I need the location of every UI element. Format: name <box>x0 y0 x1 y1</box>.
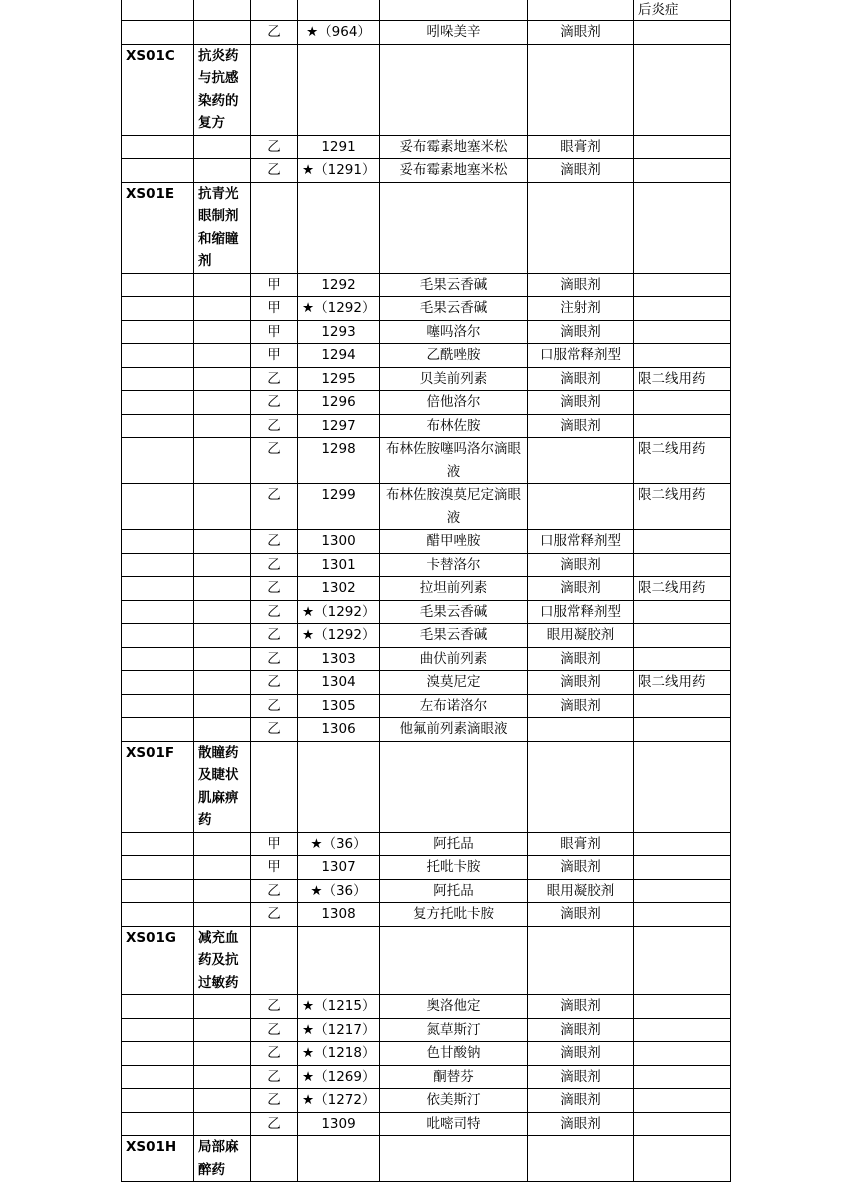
table-row <box>122 273 731 297</box>
table-row <box>122 600 731 624</box>
dosage-form: 滴眼剂 <box>528 903 634 927</box>
dosage-form <box>528 484 634 530</box>
empty-cell <box>194 414 251 438</box>
empty-cell <box>194 21 251 45</box>
drug-number: 1292 <box>298 273 380 297</box>
drug-number: ★（1217） <box>298 1018 380 1042</box>
dosage-form: 滴眼剂 <box>528 21 634 45</box>
drug-number: 1302 <box>298 577 380 601</box>
empty-cell <box>122 135 194 159</box>
empty-cell <box>194 832 251 856</box>
drug-name: 布林佐胺噻吗洛尔滴眼液 <box>380 438 528 484</box>
table-row <box>122 1112 731 1136</box>
dosage-form: 眼用凝胶剂 <box>528 624 634 648</box>
empty-cell <box>122 530 194 554</box>
empty-cell <box>122 484 194 530</box>
empty-cell <box>194 718 251 742</box>
empty-cell <box>194 553 251 577</box>
drug-class: 甲 <box>251 832 298 856</box>
table-row <box>122 718 731 742</box>
drug-table-body <box>122 0 731 1182</box>
table-row <box>122 1089 731 1113</box>
drug-name: 吡嘧司特 <box>380 1112 528 1136</box>
empty-cell <box>194 903 251 927</box>
empty-cell <box>194 995 251 1019</box>
note-cell <box>634 135 731 159</box>
note-cell <box>634 694 731 718</box>
note-cell <box>634 344 731 368</box>
drug-class: 乙 <box>251 135 298 159</box>
empty-cell <box>298 182 380 273</box>
empty-cell <box>194 694 251 718</box>
table-row <box>122 414 731 438</box>
empty-cell <box>298 44 380 135</box>
drug-name: 毛果云香碱 <box>380 273 528 297</box>
drug-name: 毛果云香碱 <box>380 600 528 624</box>
drug-number: ★（36） <box>298 879 380 903</box>
drug-name: 卡替洛尔 <box>380 553 528 577</box>
drug-name: 布林佐胺 <box>380 414 528 438</box>
empty-cell <box>298 1136 380 1182</box>
drug-class: 乙 <box>251 879 298 903</box>
empty-cell <box>194 624 251 648</box>
table-row <box>122 1065 731 1089</box>
drug-name: 酮替芬 <box>380 1065 528 1089</box>
table-row <box>122 694 731 718</box>
table-row <box>122 530 731 554</box>
category-code: XS01G <box>122 926 194 995</box>
note-cell <box>634 832 731 856</box>
drug-class: 乙 <box>251 21 298 45</box>
drug-number: 1303 <box>298 647 380 671</box>
note-cell <box>634 647 731 671</box>
empty-cell <box>194 1065 251 1089</box>
empty-cell <box>122 671 194 695</box>
drug-class: 乙 <box>251 903 298 927</box>
note-cell: 限二线用药 <box>634 367 731 391</box>
drug-class: 乙 <box>251 530 298 554</box>
table-row <box>122 135 731 159</box>
drug-table <box>121 0 731 1182</box>
empty-cell <box>251 741 298 832</box>
dosage-form: 滴眼剂 <box>528 367 634 391</box>
drug-number: 1293 <box>298 320 380 344</box>
drug-class: 乙 <box>251 367 298 391</box>
drug-class: 乙 <box>251 995 298 1019</box>
drug-number: 1296 <box>298 391 380 415</box>
drug-class: 乙 <box>251 600 298 624</box>
drug-name: 布林佐胺溴莫尼定滴眼液 <box>380 484 528 530</box>
dosage-form <box>528 438 634 484</box>
dosage-form: 眼用凝胶剂 <box>528 879 634 903</box>
category-code: XS01H <box>122 1136 194 1182</box>
empty-cell <box>122 414 194 438</box>
note-cell <box>634 391 731 415</box>
drug-number: ★（36） <box>298 832 380 856</box>
drug-name: 毛果云香碱 <box>380 297 528 321</box>
table-row <box>122 297 731 321</box>
table-row <box>122 0 731 21</box>
empty-cell <box>380 926 528 995</box>
category-name: 局部麻醉药 <box>194 1136 251 1182</box>
drug-name: 溴莫尼定 <box>380 671 528 695</box>
dosage-form: 口服常释剂型 <box>528 344 634 368</box>
empty-cell <box>122 856 194 880</box>
drug-number: 1294 <box>298 344 380 368</box>
table-row <box>122 671 731 695</box>
empty-cell <box>194 159 251 183</box>
empty-cell <box>122 1065 194 1089</box>
empty-cell <box>194 577 251 601</box>
category-row <box>122 182 731 273</box>
drug-class: 乙 <box>251 577 298 601</box>
drug-class: 乙 <box>251 1065 298 1089</box>
empty-cell <box>122 647 194 671</box>
dosage-form: 滴眼剂 <box>528 320 634 344</box>
note-cell <box>634 1042 731 1066</box>
table-row <box>122 391 731 415</box>
empty-cell <box>194 438 251 484</box>
drug-class: 乙 <box>251 438 298 484</box>
drug-name: 乙酰唑胺 <box>380 344 528 368</box>
drug-number: 1305 <box>298 694 380 718</box>
note-cell <box>634 856 731 880</box>
drug-number: 1304 <box>298 671 380 695</box>
drug-name: 色甘酸钠 <box>380 1042 528 1066</box>
empty-cell <box>194 484 251 530</box>
drug-name: 他氟前列素滴眼液 <box>380 718 528 742</box>
empty-cell <box>528 926 634 995</box>
drug-class: 甲 <box>251 273 298 297</box>
dosage-form: 滴眼剂 <box>528 856 634 880</box>
note-cell <box>634 903 731 927</box>
drug-class: 甲 <box>251 856 298 880</box>
table-row <box>122 832 731 856</box>
empty-cell <box>122 159 194 183</box>
note-cell <box>634 1018 731 1042</box>
empty-cell <box>528 182 634 273</box>
empty-cell <box>194 1018 251 1042</box>
drug-class: 乙 <box>251 1042 298 1066</box>
empty-cell <box>122 903 194 927</box>
drug-class: 甲 <box>251 320 298 344</box>
drug-number: 1301 <box>298 553 380 577</box>
drug-class: 乙 <box>251 553 298 577</box>
dosage-form: 滴眼剂 <box>528 1065 634 1089</box>
drug-number: 1298 <box>298 438 380 484</box>
dosage-form: 滴眼剂 <box>528 159 634 183</box>
note-cell <box>634 995 731 1019</box>
empty-cell <box>380 1136 528 1182</box>
drug-class: 乙 <box>251 414 298 438</box>
empty-cell <box>122 718 194 742</box>
dosage-form: 口服常释剂型 <box>528 530 634 554</box>
drug-number: ★（1218） <box>298 1042 380 1066</box>
dosage-form: 注射剂 <box>528 297 634 321</box>
category-name: 抗青光眼制剂和缩瞳剂 <box>194 182 251 273</box>
note-cell <box>634 879 731 903</box>
drug-name: 妥布霉素地塞米松 <box>380 159 528 183</box>
empty-cell <box>194 1089 251 1113</box>
drug-number: ★（1291） <box>298 159 380 183</box>
category-row <box>122 926 731 995</box>
note-cell <box>634 553 731 577</box>
dosage-form: 滴眼剂 <box>528 391 634 415</box>
empty-cell <box>122 694 194 718</box>
empty-cell <box>251 44 298 135</box>
drug-number: 1307 <box>298 856 380 880</box>
drug-class: 乙 <box>251 671 298 695</box>
note-cell <box>634 1112 731 1136</box>
empty-cell <box>194 530 251 554</box>
dosage-form: 滴眼剂 <box>528 1018 634 1042</box>
category-code: XS01F <box>122 741 194 832</box>
drug-number: ★（1292） <box>298 624 380 648</box>
note-cell: 后炎症 <box>634 0 731 21</box>
drug-name: 醋甲唑胺 <box>380 530 528 554</box>
empty-cell <box>380 182 528 273</box>
empty-cell <box>122 832 194 856</box>
drug-class: 乙 <box>251 647 298 671</box>
drug-number: 1306 <box>298 718 380 742</box>
empty-cell <box>194 273 251 297</box>
category-code: XS01C <box>122 44 194 135</box>
empty-cell <box>528 44 634 135</box>
drug-name: 曲伏前列素 <box>380 647 528 671</box>
drug-number: ★（1292） <box>298 600 380 624</box>
empty-cell <box>122 21 194 45</box>
note-cell <box>634 320 731 344</box>
empty-cell <box>122 1042 194 1066</box>
drug-number: 1291 <box>298 135 380 159</box>
empty-cell <box>194 297 251 321</box>
drug-number: 1308 <box>298 903 380 927</box>
drug-class: 乙 <box>251 484 298 530</box>
drug-class: 乙 <box>251 1018 298 1042</box>
note-cell: 限二线用药 <box>634 577 731 601</box>
drug-name: 贝美前列素 <box>380 367 528 391</box>
empty-cell <box>122 297 194 321</box>
dosage-form: 滴眼剂 <box>528 273 634 297</box>
drug-name: 依美斯汀 <box>380 1089 528 1113</box>
empty-cell <box>634 741 731 832</box>
drug-name: 阿托品 <box>380 832 528 856</box>
table-row <box>122 159 731 183</box>
empty-cell <box>194 344 251 368</box>
empty-cell <box>251 1136 298 1182</box>
empty-cell <box>194 135 251 159</box>
table-row <box>122 624 731 648</box>
table-row <box>122 344 731 368</box>
empty-cell <box>122 553 194 577</box>
empty-cell <box>122 600 194 624</box>
dosage-form <box>528 718 634 742</box>
empty-cell <box>194 391 251 415</box>
drug-class: 乙 <box>251 624 298 648</box>
empty-cell <box>528 1136 634 1182</box>
drug-number: 1300 <box>298 530 380 554</box>
empty-cell <box>194 1042 251 1066</box>
note-cell: 限二线用药 <box>634 671 731 695</box>
empty-cell <box>298 741 380 832</box>
empty-cell <box>122 367 194 391</box>
table-row <box>122 484 731 530</box>
drug-name: 奥洛他定 <box>380 995 528 1019</box>
drug-name: 毛果云香碱 <box>380 624 528 648</box>
drug-class: 乙 <box>251 391 298 415</box>
note-cell: 限二线用药 <box>634 438 731 484</box>
drug-class: 乙 <box>251 1089 298 1113</box>
empty-cell <box>122 1089 194 1113</box>
dosage-form: 滴眼剂 <box>528 671 634 695</box>
note-cell: 限二线用药 <box>634 484 731 530</box>
note-cell <box>634 718 731 742</box>
empty-cell <box>380 44 528 135</box>
note-cell <box>634 530 731 554</box>
drug-number: ★（1269） <box>298 1065 380 1089</box>
table-row <box>122 367 731 391</box>
empty-cell <box>122 1112 194 1136</box>
note-cell <box>634 21 731 45</box>
table-row <box>122 879 731 903</box>
table-row <box>122 553 731 577</box>
category-name: 抗炎药与抗感染药的复方 <box>194 44 251 135</box>
table-row <box>122 320 731 344</box>
table-row <box>122 1042 731 1066</box>
empty-cell <box>122 1018 194 1042</box>
dosage-form: 滴眼剂 <box>528 1112 634 1136</box>
drug-name: 阿托品 <box>380 879 528 903</box>
empty-cell <box>528 741 634 832</box>
drug-name: 倍他洛尔 <box>380 391 528 415</box>
note-cell <box>634 1089 731 1113</box>
drug-name: 拉坦前列素 <box>380 577 528 601</box>
dosage-form: 滴眼剂 <box>528 553 634 577</box>
drug-number: ★（1272） <box>298 1089 380 1113</box>
empty-cell <box>194 1112 251 1136</box>
empty-cell <box>122 391 194 415</box>
category-row <box>122 1136 731 1182</box>
empty-cell <box>380 741 528 832</box>
empty-cell <box>122 320 194 344</box>
empty-cell <box>634 926 731 995</box>
drug-name: 复方托吡卡胺 <box>380 903 528 927</box>
empty-cell <box>634 44 731 135</box>
drug-class: 乙 <box>251 718 298 742</box>
dosage-form: 眼膏剂 <box>528 832 634 856</box>
drug-class: 乙 <box>251 1112 298 1136</box>
empty-cell <box>298 926 380 995</box>
table-row <box>122 438 731 484</box>
table-row <box>122 21 731 45</box>
empty-cell <box>122 438 194 484</box>
drug-name: 吲哚美辛 <box>380 21 528 45</box>
category-code: XS01E <box>122 182 194 273</box>
drug-class: 乙 <box>251 694 298 718</box>
empty-cell <box>634 1136 731 1182</box>
table-row <box>122 903 731 927</box>
table-row <box>122 647 731 671</box>
note-cell <box>634 624 731 648</box>
drug-name: 氮草斯汀 <box>380 1018 528 1042</box>
note-cell <box>634 414 731 438</box>
empty-cell <box>634 182 731 273</box>
note-cell <box>634 273 731 297</box>
drug-number: ★（1292） <box>298 297 380 321</box>
dosage-form: 口服常释剂型 <box>528 600 634 624</box>
empty-cell <box>122 273 194 297</box>
empty-cell <box>194 320 251 344</box>
dosage-form: 滴眼剂 <box>528 995 634 1019</box>
note-cell <box>634 600 731 624</box>
table-row <box>122 577 731 601</box>
dosage-form: 滴眼剂 <box>528 1042 634 1066</box>
empty-cell <box>251 182 298 273</box>
drug-name: 左布诺洛尔 <box>380 694 528 718</box>
empty-cell <box>194 367 251 391</box>
note-cell <box>634 1065 731 1089</box>
table-row <box>122 856 731 880</box>
drug-number: 1297 <box>298 414 380 438</box>
drug-name: 噻吗洛尔 <box>380 320 528 344</box>
drug-number: 1309 <box>298 1112 380 1136</box>
empty-cell <box>194 600 251 624</box>
dosage-form: 滴眼剂 <box>528 1089 634 1113</box>
dosage-form: 滴眼剂 <box>528 647 634 671</box>
category-name: 减充血药及抗过敏药 <box>194 926 251 995</box>
dosage-form: 滴眼剂 <box>528 414 634 438</box>
table-row <box>122 995 731 1019</box>
drug-number: 1299 <box>298 484 380 530</box>
drug-class: 甲 <box>251 344 298 368</box>
empty-cell <box>122 624 194 648</box>
empty-cell <box>122 995 194 1019</box>
empty-cell <box>194 671 251 695</box>
dosage-form: 眼膏剂 <box>528 135 634 159</box>
empty-cell <box>122 577 194 601</box>
empty-cell <box>194 879 251 903</box>
empty-cell <box>122 344 194 368</box>
drug-class: 乙 <box>251 159 298 183</box>
empty-cell <box>194 856 251 880</box>
category-row <box>122 741 731 832</box>
table-row <box>122 1018 731 1042</box>
note-cell <box>634 297 731 321</box>
dosage-form: 滴眼剂 <box>528 577 634 601</box>
drug-class: 甲 <box>251 297 298 321</box>
drug-number: ★（964） <box>298 21 380 45</box>
dosage-form: 滴眼剂 <box>528 694 634 718</box>
category-name: 散瞳药及睫状肌麻痹药 <box>194 741 251 832</box>
empty-cell <box>194 647 251 671</box>
note-cell <box>634 159 731 183</box>
empty-cell <box>122 879 194 903</box>
drug-name: 妥布霉素地塞米松 <box>380 135 528 159</box>
drug-number: 1295 <box>298 367 380 391</box>
drug-number: ★（1215） <box>298 995 380 1019</box>
empty-cell <box>251 926 298 995</box>
category-row <box>122 44 731 135</box>
drug-name: 托吡卡胺 <box>380 856 528 880</box>
